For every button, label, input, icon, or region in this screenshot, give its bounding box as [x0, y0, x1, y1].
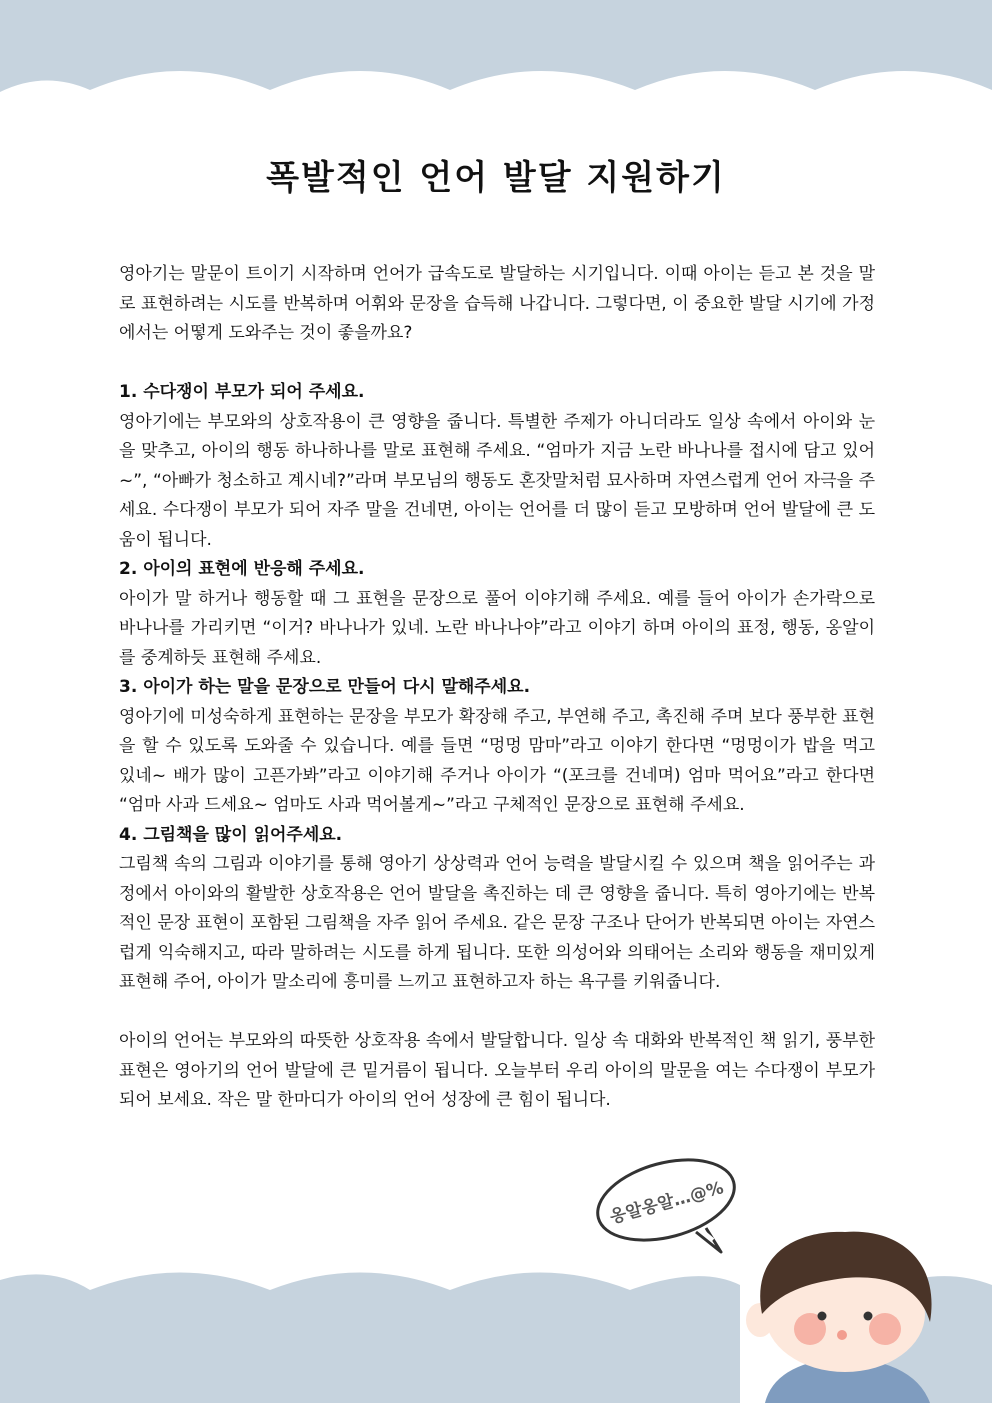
page-title: 폭발적인 언어 발달 지원하기	[266, 158, 726, 198]
conclusion-paragraph: 아이의 언어는 부모와의 따뜻한 상호작용 속에서 발달합니다. 일상 속 대화와 반복적인 책 읽기, 풍부한 표현은 영아기의 언어 발달에 큰 밑거름이 됩니다. 오늘부터 우리 아이의 말문을 여는 수다쟁이 부모가 되어 보세요. 작은 말 한마디가 아이의 언어 성장에 큰 힘이 됩니다.	[119, 1031, 875, 1110]
section-3-body: 영아기에 미성숙하게 표현하는 문장을 부모가 확장해 주고, 부연해 주고, 촉진해 주며 보다 풍부한 표현을 할 수 있도록 도와줄 수 있습니다. 예를 들면 “멍멍 맘마”라고 이야기 한다면 “멍멍이가 밥을 먹고 있네~ 배가 많이 고픈가봐”라고 이야기해 주거나 아이가 “(포크를 건네며) 엄마 먹어요”라고 한다면 “엄마 사과 드세요~ 엄마도 사과 먹어볼게~”라고 구체적인 문장으로 표현해 주세요.	[119, 706, 875, 815]
article-body	[119, 260, 875, 1116]
speech-bubble-text: 옹알옹알…@%	[607, 1178, 726, 1228]
section-4-body: 그림책 속의 그림과 이야기를 통해 영아기 상상력과 언어 능력을 발달시킬 수 있으며 책을 읽어주는 과정에서 아이와의 활발한 상호작용은 언어 발달을 촉진하는 데 큰 영향을 줍니다. 특히 영아기에는 반복적인 문장 표현이 포함된 그림책을 자주 읽어 주세요. 같은 문장 구조나 단어가 반복되면 아이는 자연스럽게 익숙해지고, 따라 말하려는 시도를 하게 됩니다. 또한 의성어와 의태어는 소리와 행동을 재미있게 표현해 주어, 아이가 말소리에 흥미를 느끼고 표현하고자 하는 욕구를 키워줍니다.	[119, 854, 875, 992]
section-2-heading: 2. 아이의 표현에 반응해 주세요.	[119, 559, 365, 579]
section-1-body: 영아기에는 부모와의 상호작용이 큰 영향을 줍니다. 특별한 주제가 아니더라도 일상 속에서 아이와 눈을 맞추고, 아이의 행동 하나하나를 말로 표현해 주세요. “엄마가 지금 노란 바나나를 접시에 담고 있어~”, “아빠가 청소하고 계시네?”라며 부모님의 행동도 혼잣말처럼 묘사하며 자연스럽게 언어 자극을 주세요. 수다쟁이 부모가 되어 자주 말을 건네면, 아이는 언어를 더 많이 듣고 모방하며 언어 발달에 큰 도움이 됩니다.	[119, 411, 875, 550]
intro-paragraph: 영아기는 말문이 트이기 시작하며 언어가 급속도로 발달하는 시기입니다. 이때 아이는 듣고 본 것을 말로 표현하려는 시도를 반복하며 어휘와 문장을 습득해 나갑니다. 그렇다면, 이 중요한 발달 시기에 가정에서는 어떻게 도와주는 것이 좋을까요?	[119, 264, 875, 343]
section-2-body: 아이가 말 하거나 행동할 때 그 표현을 문장으로 풀어 이야기해 주세요. 예를 들어 아이가 손가락으로 바나나를 가리키면 “이거? 바나나가 있네. 노란 바나나야”라고 이야기 하며 아이의 표정, 행동, 옹알이를 중계하듯 표현해 주세요.	[119, 588, 875, 668]
top-cloud-decoration	[0, 0, 992, 115]
child-illustration	[740, 1222, 992, 1403]
speech-bubble	[588, 1150, 748, 1260]
section-3-heading: 3. 아이가 하는 말을 문장으로 만들어 다시 말해주세요.	[119, 677, 531, 697]
section-1-heading: 1. 수다쟁이 부모가 되어 주세요.	[119, 382, 365, 402]
section-4-heading: 4. 그림책을 많이 읽어주세요.	[119, 824, 343, 845]
